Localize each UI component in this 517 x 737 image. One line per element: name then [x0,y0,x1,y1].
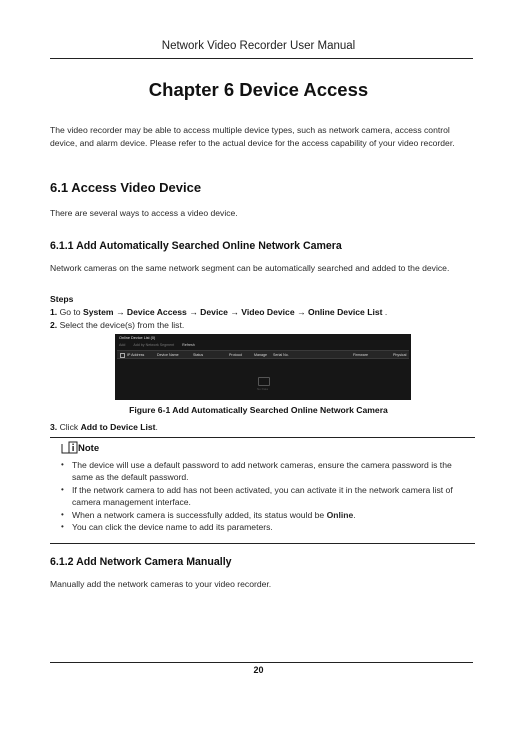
figure-table-header [117,350,409,359]
figure-empty-text: No Data [257,387,269,391]
note-item-activation: • If the network camera to add has not been activated, you can activate it in the network camera list of camera management interface. [61,484,475,509]
section-6-1-text: There are several ways to access a video device. [50,208,238,218]
step-3-number: 3. [50,422,58,432]
chapter-title: Chapter 6 Device Access [148,79,369,100]
header-divider [50,58,473,59]
figure-col-serial: Serial No. [273,352,289,357]
empty-folder-icon [258,377,270,386]
note-online-prefix: When a network camera is successfully added, its status would be [72,509,325,520]
figure-col-physical: Physical [393,352,407,357]
section-6-1-2-text: Manually add the network cameras to your video recorder. [50,579,272,589]
step-2 [50,319,184,331]
note-list [61,459,475,533]
figure-col-manage: Manage [254,352,267,357]
section-heading-6-1-2: 6.1.2 Add Network Camera Manually [50,556,232,568]
step-3 [50,421,158,433]
figure-caption: Figure 6-1 Add Automatically Searched Online Network Camera [129,405,388,415]
note-item-default-password: • The device will use a default password to add network cameras, ensure the camera password is the same as the default password. [61,459,475,484]
section-heading-6-1-1: 6.1.1 Add Automatically Searched Online Network Camera [50,240,342,252]
figure-col-protocol: Protocol [229,352,243,357]
step-3-button-name: Add to Device List [80,422,156,432]
note-label: Note [78,443,100,454]
step-1-suffix: . [384,307,388,317]
figure-select-all-checkbox [120,353,125,358]
steps-label: Steps [50,294,74,304]
running-header: Network Video Recorder User Manual [161,40,356,52]
step-1 [50,306,387,318]
figure-refresh-button: Refresh [182,343,195,347]
figure-add-by-segment-button: Add by Network Segment [133,343,175,347]
note-item-device-name: • You can click the device name to add its parameters. [61,521,475,533]
section-6-1-1-text: Network cameras on the same network segment can be automatically searched and added to the device. [50,263,450,273]
figure-col-device-name: Device Name [157,352,179,357]
note-online-suffix: . [353,509,356,520]
figure-toolbar [119,342,407,348]
step-3-suffix: . [155,422,158,432]
note-info-icon [61,441,79,454]
step-3-prefix: Click [59,422,79,432]
figure-window-title: Online Device List (0) [119,336,156,340]
step-1-menu-path: System → Device Access → Device → Video Device → Online Device List [82,307,383,317]
section-heading-6-1: 6.1 Access Video Device [50,180,202,195]
note-online-status-value: Online [326,509,354,520]
figure-col-firmware: Firmware [353,352,368,357]
figure-col-status: Status [193,352,204,357]
step-2-number: 2. [50,320,58,330]
page-number: 20 [253,665,264,675]
figure-add-button: Add [119,343,126,347]
footer-divider [50,662,473,663]
step-1-prefix: Go to [59,307,81,317]
figure-col-ip: IP Address [127,352,145,357]
intro-paragraph: The video recorder may be able to access multiple device types, such as network camera, access control device, and alarm device. Please refer to the actual device for the access capability of your video recorder. [50,125,455,148]
note-item-online-status [61,509,475,521]
online-device-list-screenshot [115,334,411,400]
step-2-text: Select the device(s) from the list. [59,320,185,330]
step-1-number: 1. [50,307,58,317]
